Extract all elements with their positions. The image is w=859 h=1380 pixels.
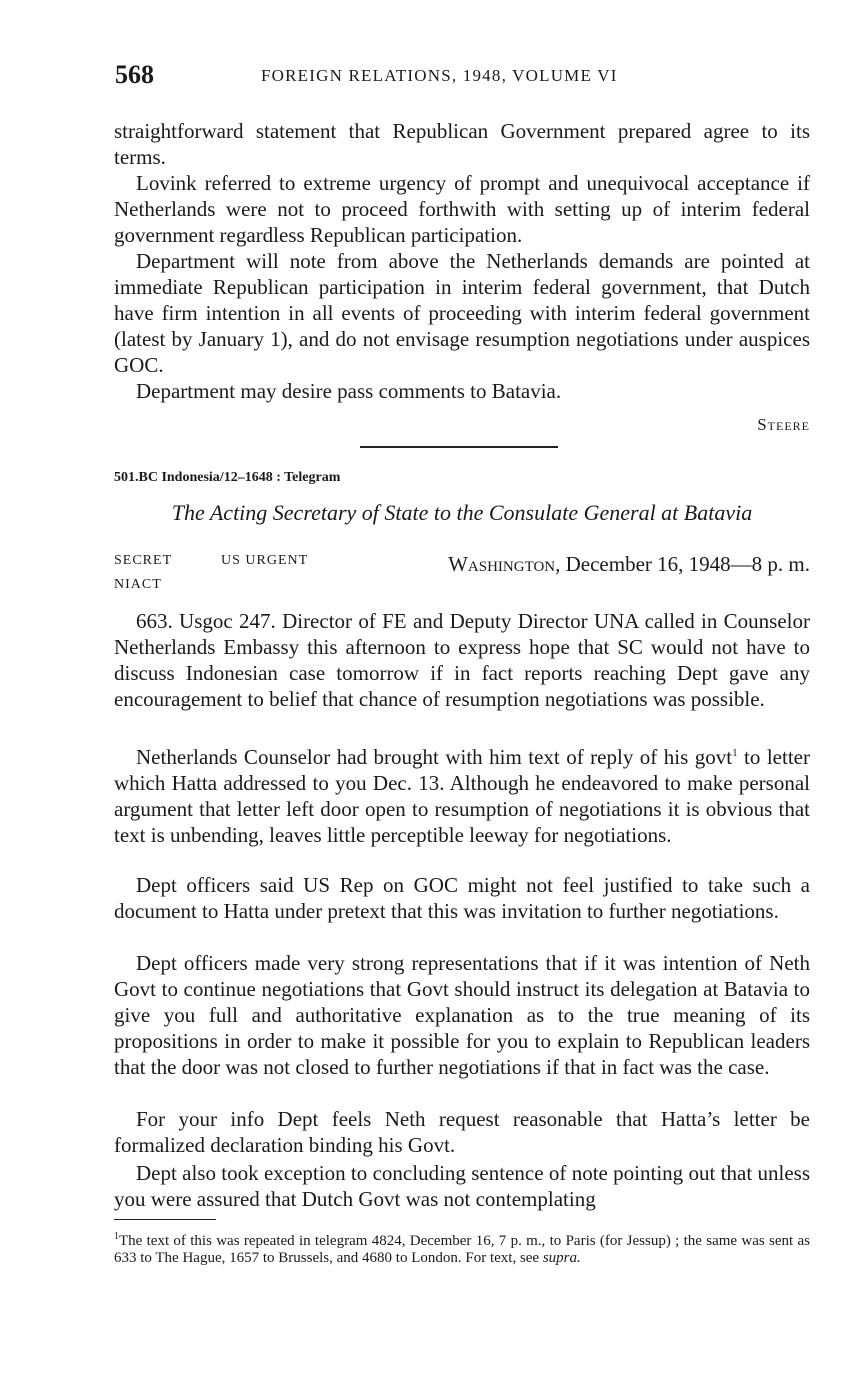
body-paragraph-2-text-b: to letter which Hatta addressed to you Dec. 13. Although he endeavored to make personal argument that letter left door open to resumption of negotiations it is obvious that text is unbending, leaves little perceptible leeway for negotiations. (114, 745, 810, 847)
prev-paragraph-1: straightforward statement that Republican Government prepared agree to its terms. (114, 119, 810, 169)
prev-paragraph-3: Department will note from above the Netherlands demands are pointed at immediate Republican participation in interim federal government, that Dutch have firm intention in all events of proceeding with interim federal government (latest by January 1), and do not envisage resumption negotiations under auspices GOC. (114, 249, 810, 377)
body-paragraph-2 (114, 740, 810, 848)
body-paragraph-5: For your info Dept feels Neth request reasonable that Hatta’s letter be formalized declaration binding his Govt. (114, 1107, 810, 1157)
file-number: 501.BC Indonesia/12–1648 : Telegram (114, 470, 341, 485)
body-paragraph-2-text-a: Netherlands Counselor had brought with him text of reply of his govt (136, 745, 733, 769)
footnote-text: The text of this was repeated in telegram 4824, December 16, 7 p. m., to Paris (for Jessup) ; the same was sent as 633 to The Hague, 1657 to Brussels, and 4680 to London. For text, see (114, 1233, 810, 1266)
running-head: FOREIGN RELATIONS, 1948, VOLUME VI (261, 66, 618, 85)
footnote-marker: 1 (114, 1231, 119, 1242)
footnote-italic: supra. (542, 1250, 581, 1266)
document-title: The Acting Secretary of State to the Consulate General at Batavia (171, 500, 753, 525)
body-paragraph-4: Dept officers made very strong representations that if it was intention of Neth Govt to continue negotiations that Govt should instruct its delegation at Batavia to give you full and authoritative explanation as to the true meaning of its propositions in order to make it possible for you to explain to Republican leaders that the door was not closed to further negotiations if that in fact was the case. (114, 951, 810, 1079)
classification-label: SECRET (114, 553, 173, 568)
section-divider (360, 446, 558, 448)
body-paragraph-1: 663. Usgoc 247. Director of FE and Deputy Director UNA called in Counselor Netherlands Embassy this afternoon to express hope that SC would not have to discuss Indonesian case tomorrow if in fact reports reaching Dept gave any encouragement to belief that chance of resumption negotiations was possible. (114, 609, 810, 711)
date-text: , December 16, 1948—8 p. m. (555, 552, 810, 576)
signature: Steere (757, 415, 810, 434)
niact-label: NIACT (114, 577, 162, 592)
footnote-rule (114, 1219, 216, 1220)
body-paragraph-6: Dept also took exception to concluding sentence of note pointing out that unless you were assured that Dutch Govt was not contemplating (114, 1161, 810, 1211)
prev-paragraph-4: Department may desire pass comments to Batavia. (136, 379, 562, 403)
page-number: 568 (115, 60, 154, 89)
priority-label: US URGENT (221, 553, 309, 568)
footnote (114, 1228, 810, 1267)
page-header (115, 60, 810, 94)
body-paragraph-3: Dept officers said US Rep on GOC might not feel justified to take such a document to Hatta under pretext that this was invitation to further negotiations. (114, 873, 810, 923)
footnote-reference: 1 (732, 747, 738, 759)
place-word: Washington (448, 552, 556, 576)
place-date-line (385, 552, 810, 577)
prev-paragraph-2: Lovink referred to extreme urgency of prompt and unequivocal acceptance if Netherlands were not to proceed forthwith with setting up of interim federal government regardless Republican participation. (114, 171, 810, 247)
